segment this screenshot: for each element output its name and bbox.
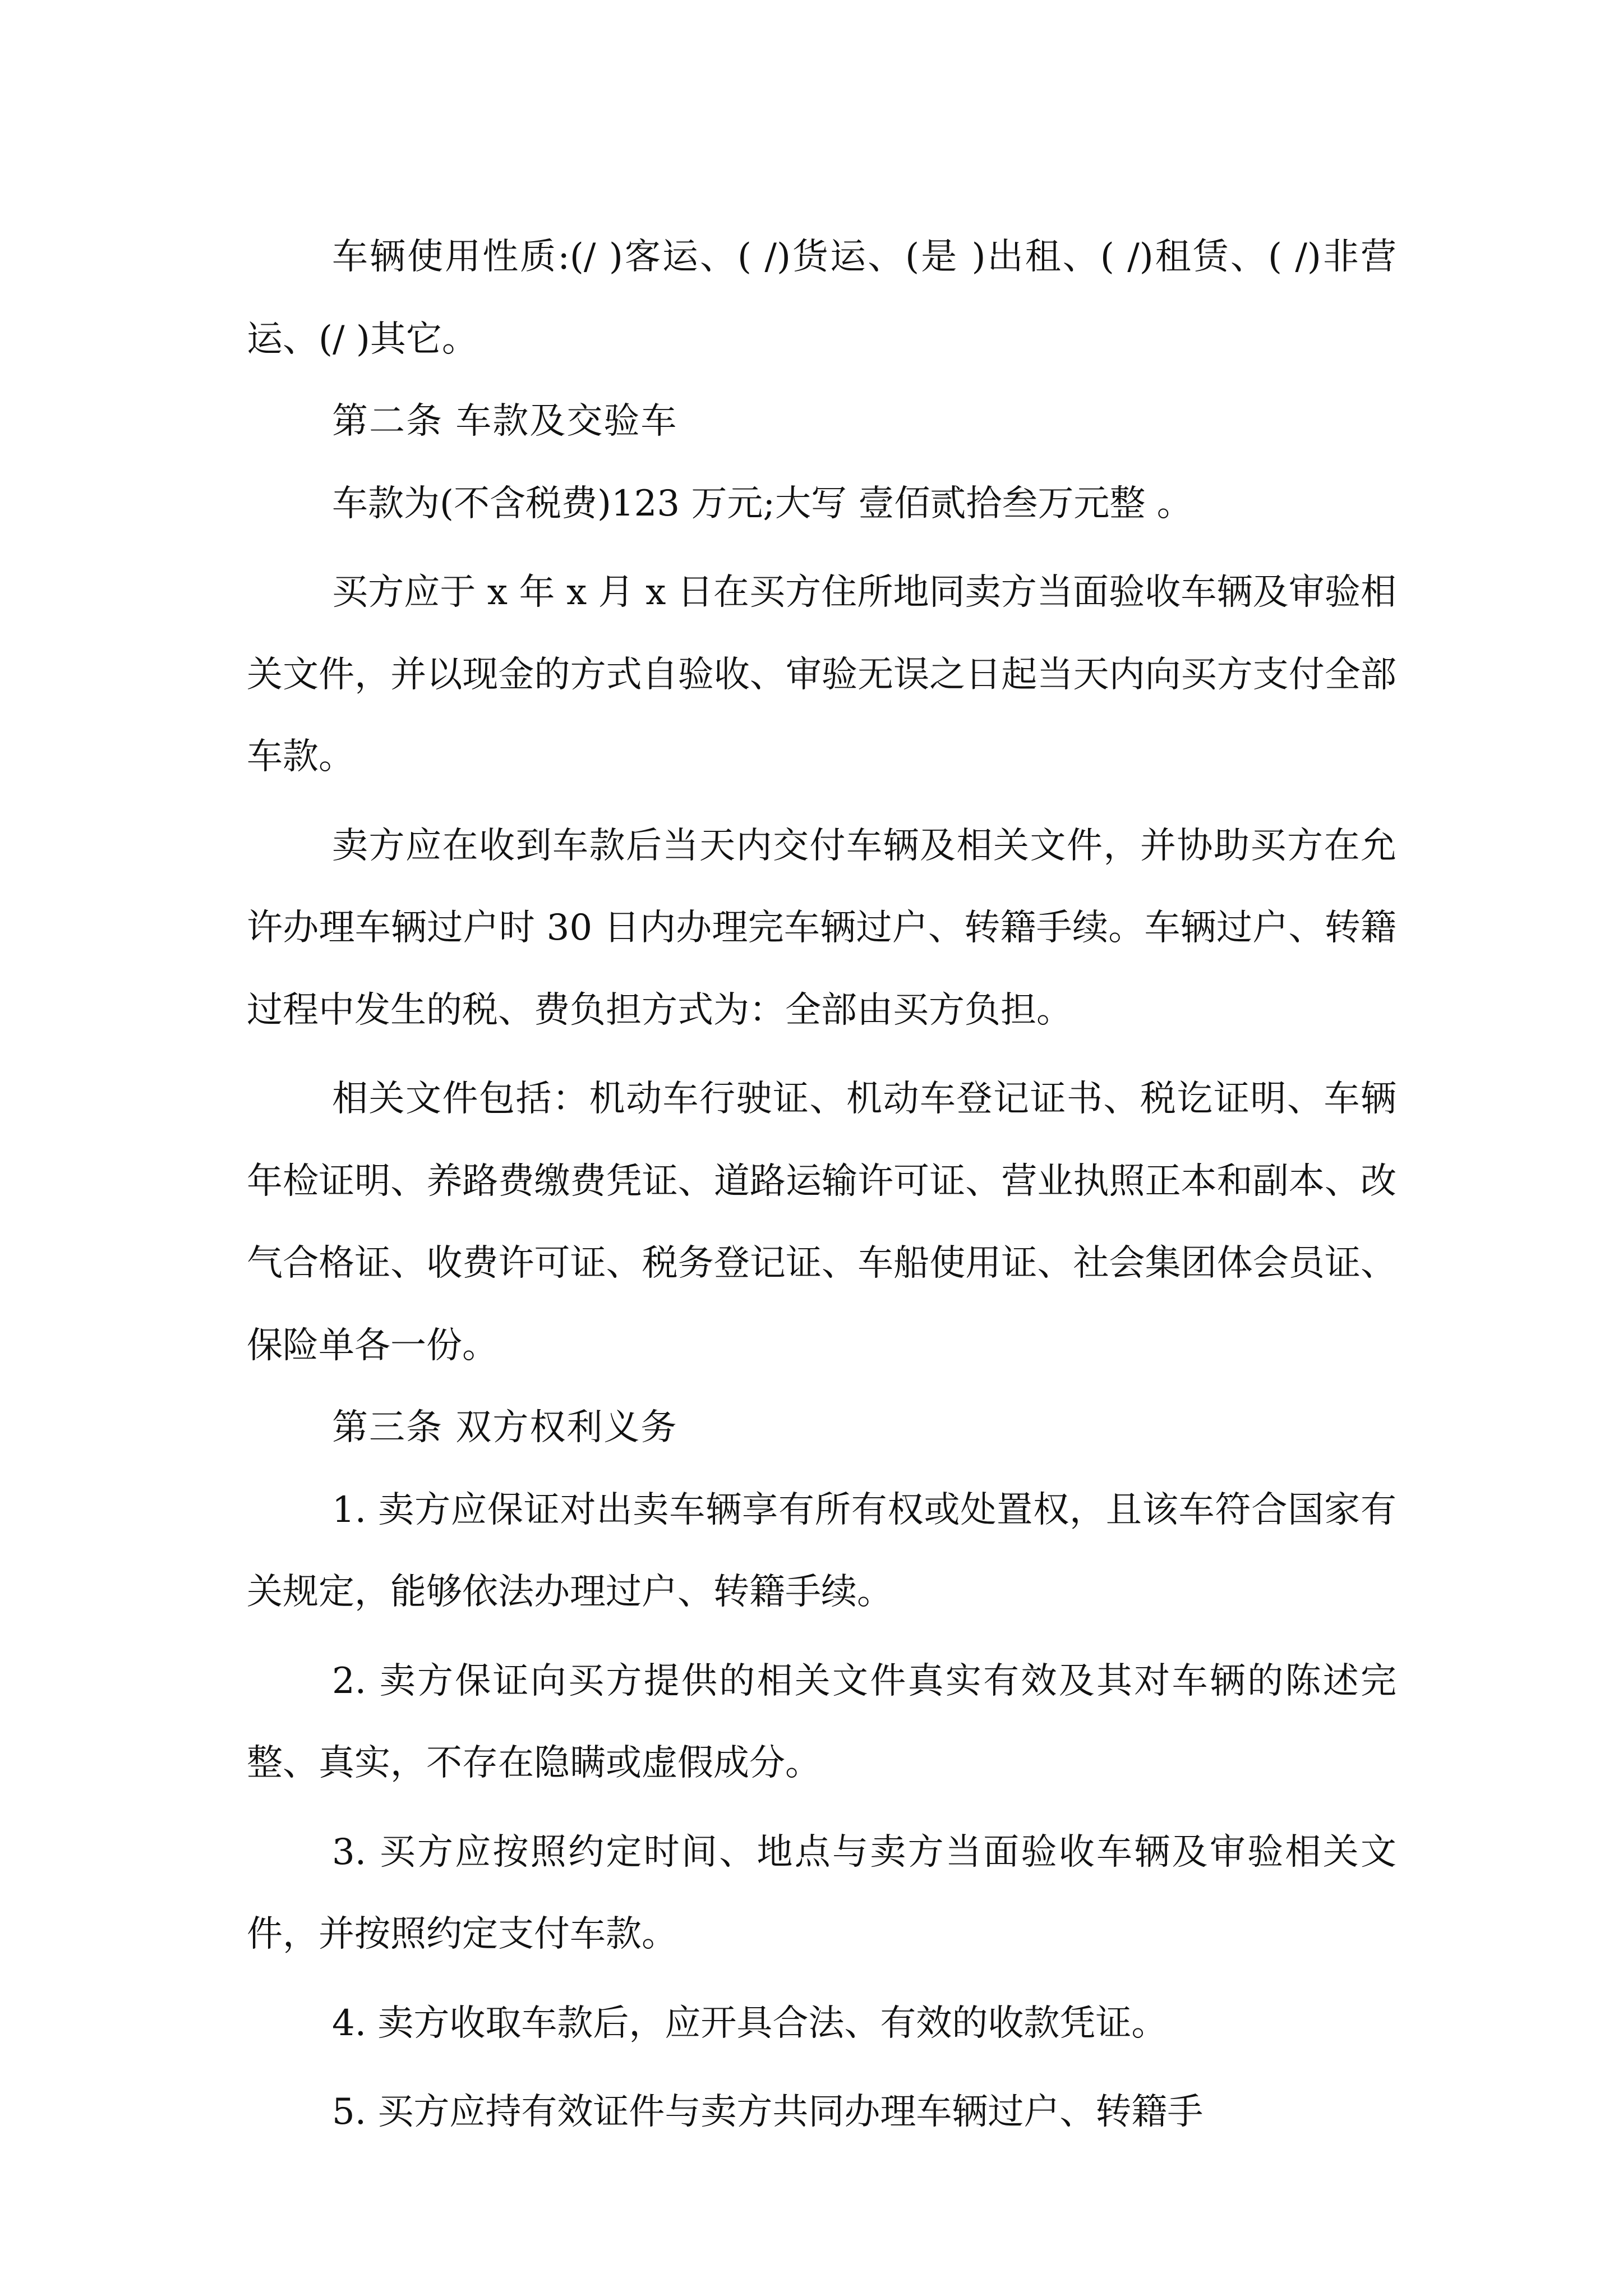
paragraph-documents: 相关文件包括：机动车行驶证、机动车登记证书、税讫证明、车辆年检证明、养路费缴费凭证、道路运输许可证、营业执照正本和副本、改气合格证、收费许可证、税务登记证、车船使用证、社会集团体会员证、保险单各一份。: [247, 1078, 1396, 1366]
heading-article-2: 第二条 车款及交验车: [332, 401, 678, 442]
paragraph-delivery: 卖方应在收到车款后当天内交付车辆及相关文件，并协助买方在允许办理车辆过户时 30 日内办理完车辆过户、转籍手续。车辆过户、转籍过程中发生的税、费负担方式为：全部由买方负担。: [247, 825, 1396, 1031]
heading-article-3: 第三条 双方权利义务: [332, 1407, 678, 1448]
document-body: [247, 216, 1396, 2154]
list-item-1: 1. 卖方应保证对出卖车辆享有所有权或处置权，且该车符合国家有关规定，能够依法办理过户、转籍手续。: [247, 1489, 1396, 1613]
paragraph-inspection: 买方应于 x 年 x 月 x 日在买方住所地同卖方当面验收车辆及审验相关文件，并以现金的方式自验收、审验无误之日起当天内向买方支付全部车款。: [247, 572, 1396, 777]
list-item-5: 5. 买方应持有效证件与卖方共同办理车辆过户、转籍手: [332, 2091, 1204, 2133]
list-item-3: 3. 买方应按照约定时间、地点与卖方当面验收车辆及审验相关文件，并按照约定支付车款。: [247, 1831, 1396, 1955]
paragraph-price: 车款为(不含税费)123 万元;大写 壹佰贰拾叁万元整 。: [332, 482, 1193, 524]
list-item-4: 4. 卖方收取车款后，应开具合法、有效的收款凭证。: [332, 2002, 1168, 2044]
list-item-2: 2. 卖方保证向买方提供的相关文件真实有效及其对车辆的陈述完整、真实，不存在隐瞒或虚假成分。: [247, 1660, 1396, 1784]
paragraph-vehicle-use: 车辆使用性质:(/ )客运、( /)货运、(是 )出租、( /)租赁、( /)非营运、(/ )其它。: [247, 236, 1396, 360]
